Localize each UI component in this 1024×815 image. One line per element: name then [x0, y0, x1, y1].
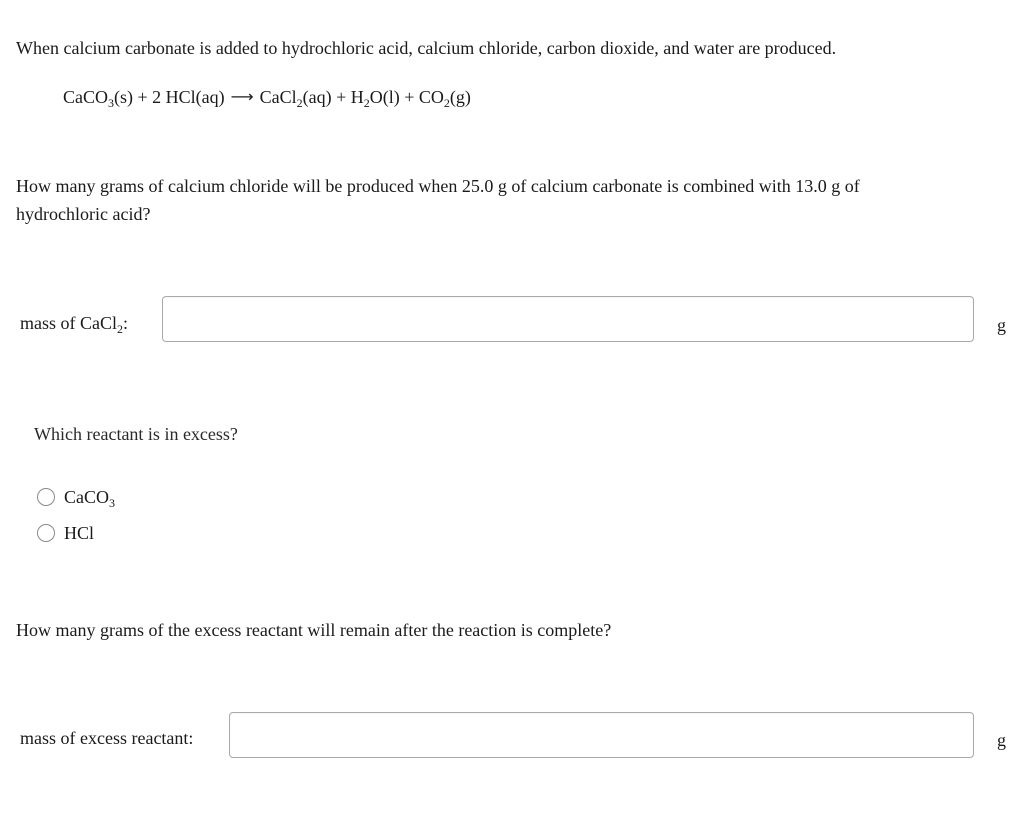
eq-reactant-1-subscript: 3 — [108, 96, 114, 110]
eq-product-2-state: O(l) + CO — [369, 87, 444, 107]
option-caco3[interactable] — [37, 485, 115, 509]
radio-button-hcl[interactable] — [37, 524, 55, 542]
eq-reactant-1: CaCO — [63, 87, 108, 107]
eq-product-3-subscript: 2 — [443, 96, 450, 110]
radio-button-caco3[interactable] — [37, 488, 55, 506]
mass-excess-input[interactable] — [229, 712, 974, 758]
mass-cacl2-label — [20, 311, 128, 335]
mass-label-subscript: 2 — [117, 322, 123, 336]
eq-reactant-state: (s) + 2 HCl(aq) — [114, 87, 225, 107]
question-1-text: How many grams of calcium chloride will be produced when 25.0 g of calcium carbonate is combined with 13.0 g of hydrochloric acid? — [16, 176, 860, 224]
option-hcl-main: HCl — [64, 522, 95, 543]
eq-product-3-state: (g) — [449, 87, 471, 107]
eq-product-1: CaCl — [259, 87, 297, 107]
mass-label-suffix: : — [123, 313, 129, 333]
eq-product-2-subscript: 2 — [363, 96, 370, 110]
mass-excess-unit: g — [997, 730, 1006, 750]
option-hcl[interactable] — [37, 521, 94, 545]
option-caco3-subscript: 3 — [109, 495, 115, 510]
option-caco3-label — [64, 487, 115, 508]
mass-label-main: mass of CaCl — [20, 313, 117, 333]
option-hcl-label — [64, 523, 94, 544]
question-2-text: Which reactant is in excess? — [34, 424, 238, 444]
eq-product-1-subscript: 2 — [296, 96, 303, 110]
intro-text: When calcium carbonate is added to hydrochloric acid, calcium chloride, carbon dioxide, and water are produced. — [16, 38, 837, 58]
question-3-text: How many grams of the excess reactant will remain after the reaction is complete? — [16, 620, 612, 640]
mass-excess-label: mass of excess reactant: — [20, 728, 194, 748]
mass-cacl2-input[interactable] — [162, 296, 974, 342]
reaction-arrow-icon: ⟶ — [230, 87, 254, 106]
option-caco3-main: CaCO — [64, 486, 109, 507]
chemical-equation — [63, 84, 471, 111]
eq-product-state: (aq) + H — [302, 87, 364, 107]
mass-cacl2-unit: g — [997, 315, 1006, 335]
